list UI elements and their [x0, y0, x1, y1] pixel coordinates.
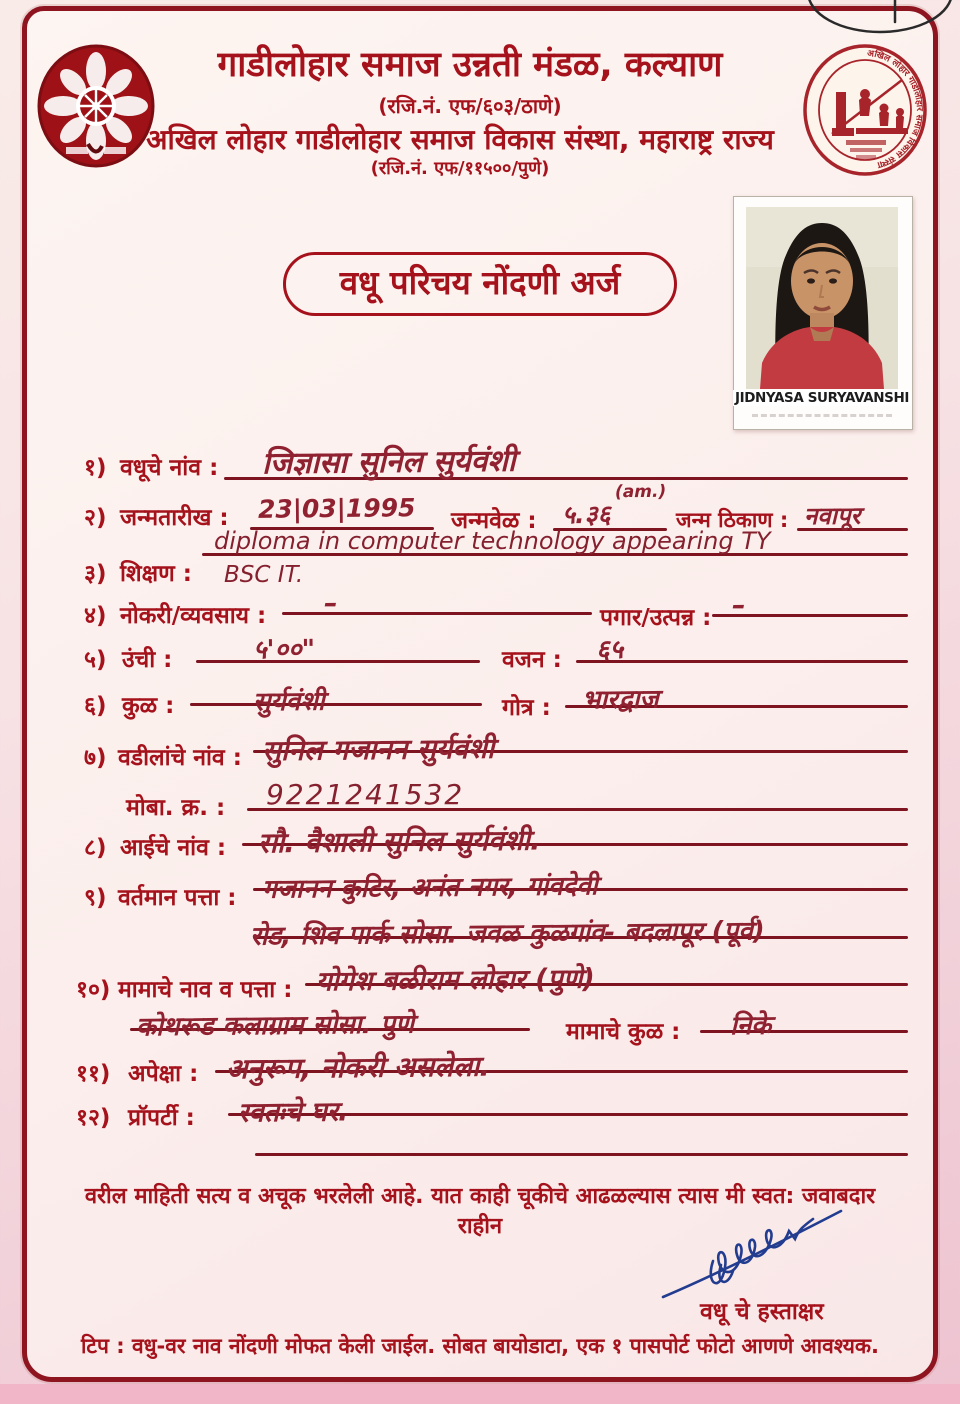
field-4-label: नोकरी/व्यवसाय :	[120, 603, 267, 629]
scan-edge-band	[0, 1384, 960, 1404]
field-6-number: ६)	[84, 693, 107, 719]
field-9-label: वर्तमान पत्ता :	[118, 885, 237, 911]
org-name-secondary: अखिल लोहार गाडीलोहार समाज विकास संस्था, महाराष्ट्र राज्य	[146, 123, 774, 156]
field-8-value: सौ. वैशाली सुनिल सुर्यवंशी.	[257, 823, 541, 860]
corner-page-number-circle	[795, 0, 960, 45]
field-3-label: शिक्षण :	[120, 561, 192, 587]
field-1-value: जिज्ञासा सुनिल सुर्यवंशी	[261, 443, 516, 482]
footer-note: टिप : वधु-वर नाव नोंदणी मोफत केली जाईल. सोबत बायोडाटा, एक १ पासपोर्ट फोटो आणणे आवश्यक.	[80, 1334, 880, 1358]
field-8-number: ८)	[84, 835, 107, 861]
field-5-line2	[576, 660, 908, 663]
field-2-place-value: नवापूर	[803, 501, 861, 531]
registration-number-secondary: (रजि.नं. एफ/११५००/पुणे)	[370, 158, 550, 179]
field-2-time-value: ५.३६	[561, 499, 611, 530]
field-10-label2: मामाचे कुळ :	[566, 1019, 681, 1045]
field-5-line	[196, 660, 480, 663]
signature-label: वधू चे हस्ताक्षर	[700, 1299, 824, 1325]
mobile-number-label: मोबा. क्र. :	[126, 795, 226, 821]
field-10-label: मामाचे नाव व पत्ता :	[118, 977, 293, 1003]
field-6-value2: भारद्वाज	[581, 684, 659, 716]
field-2-label: जन्मतारीख :	[120, 505, 229, 531]
field-1-label: वधूचे नांव :	[120, 455, 219, 481]
field-6-value: सुर्यवंशी	[252, 686, 325, 718]
field-6-label2: गोत्र :	[502, 695, 551, 721]
blank-line	[255, 1153, 908, 1156]
field-11-label: अपेक्षा :	[128, 1061, 199, 1087]
field-1-number: १)	[84, 455, 107, 481]
society-emblem-right-icon	[802, 42, 928, 178]
field-7-value: सुनिल गजानन सुर्यवंशी	[261, 731, 495, 768]
field-8-label: आईचे नांव :	[120, 835, 227, 861]
field-6-label: कुळ :	[122, 693, 175, 719]
field-12-number: १२)	[76, 1105, 111, 1131]
field-4-value: –	[323, 587, 338, 620]
stamp-ring-text: अखिल लोहार गाडीलोहार समाज विकास संस्था	[866, 48, 925, 170]
field-5-number: ५)	[84, 647, 107, 673]
field-9-value: गजानन कुटिर, अनंत नगर, गांवदेवी	[261, 871, 598, 905]
field-3-value-line2: BSC IT.	[224, 562, 304, 588]
field-4-label2: पगार/उत्पन्न :	[600, 605, 712, 631]
field-4-number: ४)	[84, 603, 107, 629]
photo-caption: JIDNYASA SURYAVANSHI	[734, 390, 910, 406]
declaration-text: वरील माहिती सत्य व अचूक भरलेली आहे. यात काही चूकीचे आढळल्यास त्यास मी स्वत: जवाबदार राहीन	[84, 1184, 876, 1239]
registration-number-primary: (रजि.नं. एफ/६०३/ठाणे)	[378, 94, 562, 118]
field-4-value2: –	[731, 589, 746, 622]
field-12-label: प्रॉपर्टी :	[128, 1105, 195, 1131]
field-9-value-line2: रोड, शिव पार्क सोसा. जवळ कुळगांव- बदलापूर (पूर्व)	[249, 916, 765, 952]
field-10-value3: निके	[729, 1010, 772, 1042]
org-name-primary: गाडीलोहार समाज उन्नती मंडळ, कल्याण	[217, 45, 723, 85]
field-2-value: 23|03|1995	[257, 493, 416, 524]
field-11-value: अनुरूप, नोकरी असलेला.	[225, 1049, 491, 1086]
field-9-number: ९)	[84, 885, 107, 911]
field-7-label: वडीलांचे नांव :	[118, 745, 242, 771]
field-3-value: diploma in computer technology appearing TY	[214, 527, 771, 555]
field-3-number: ३)	[84, 561, 107, 587]
form-title: वधू परिचय नोंदणी अर्ज	[283, 252, 677, 316]
field-10-number: १०)	[76, 977, 111, 1003]
field-11-number: ११)	[76, 1061, 111, 1087]
field-5-label2: वजन :	[502, 647, 562, 673]
field-5-value2: ६५	[595, 634, 624, 666]
field-5-label: उंची :	[122, 647, 173, 673]
bride-photo	[746, 207, 898, 389]
field-12-value: स्वतःचे घर.	[237, 1096, 349, 1129]
field-2-number: २)	[84, 505, 107, 531]
field-2-time-label: जन्मवेळ :	[451, 508, 537, 534]
photo-date-faded	[752, 414, 892, 417]
mobile-number-value: 9221241532	[266, 778, 465, 811]
field-5-value: ५'००"	[252, 634, 316, 666]
field-2-place-label: जन्म ठिकाण :	[676, 508, 789, 532]
field-2-time-suffix: (am.)	[614, 481, 667, 503]
field-10-value-line2: कोथरूड कलाग्राम सोसा. पुणे	[135, 1009, 415, 1043]
field-10-value: योगेश बळीराम लोहार (पुणे)	[315, 963, 595, 998]
field-7-number: ७)	[84, 745, 107, 771]
field-6-line	[190, 703, 482, 706]
bride-signature	[655, 1205, 855, 1305]
